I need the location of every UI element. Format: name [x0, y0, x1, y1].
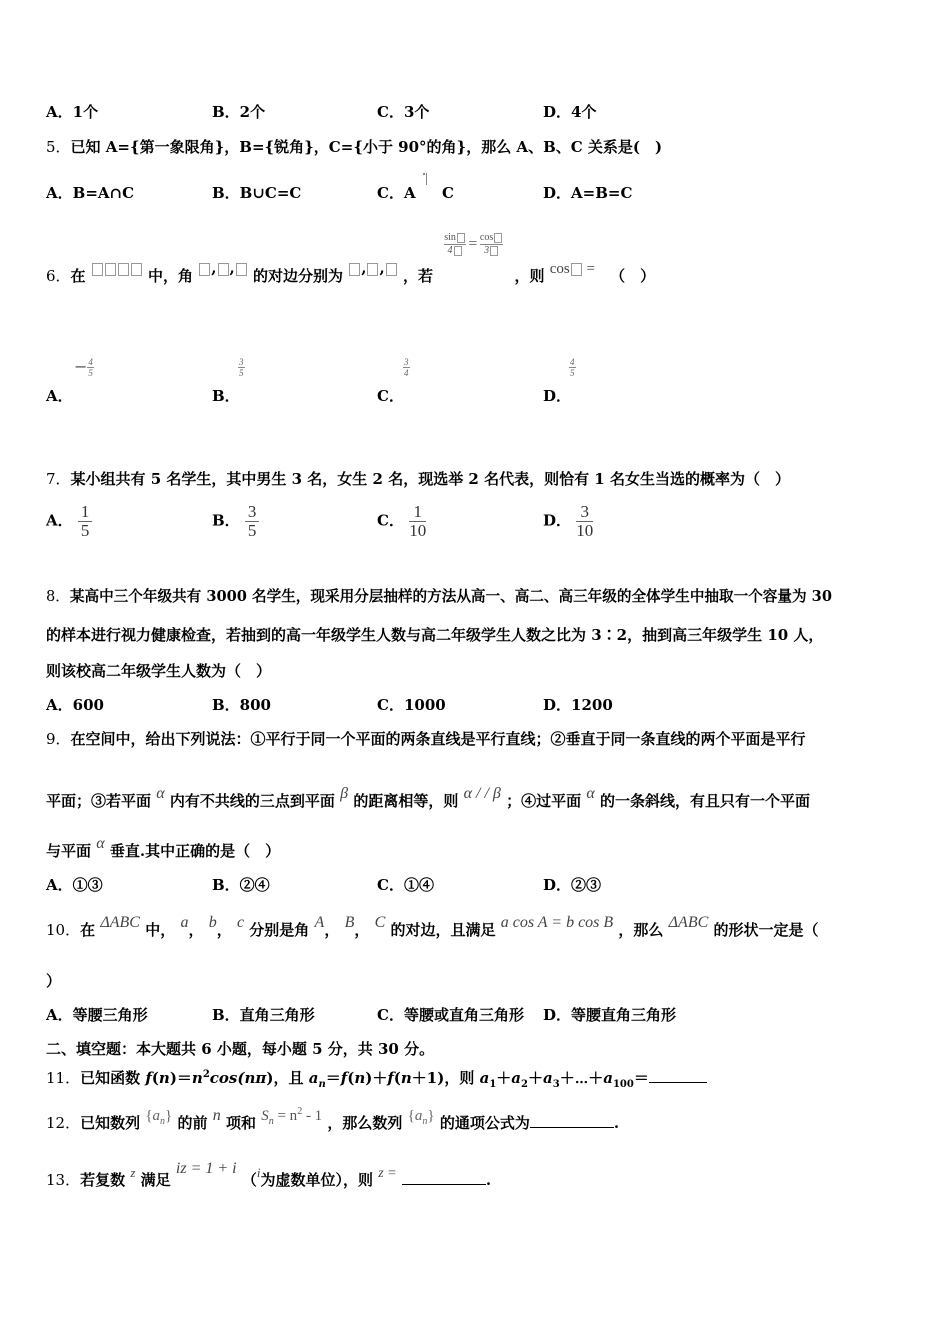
var-n: n: [354, 1069, 366, 1087]
var-i: i: [256, 1165, 261, 1180]
numerator: 4: [570, 356, 575, 367]
q4-option-a[interactable]: A．1个: [46, 103, 99, 121]
q4-option-c[interactable]: C．3个: [377, 103, 430, 121]
alpha-symbol: α: [156, 785, 165, 802]
option-formula: [74, 356, 94, 378]
q8-option-c[interactable]: C．1000: [377, 696, 446, 714]
period: .: [613, 1114, 620, 1132]
option-fraction: [78, 503, 93, 540]
q9-text: 的距离相等，则: [353, 792, 459, 810]
denominator: 10: [576, 521, 594, 540]
numerator: 3: [245, 503, 260, 522]
minus-sign: −: [74, 357, 88, 376]
q5-option-d[interactable]: D．A=B=C: [543, 184, 633, 202]
question-9-line-3: [46, 835, 281, 862]
q6-option-a[interactable]: [46, 356, 93, 405]
sum-formula: [261, 1106, 323, 1127]
equation: a cos A = b cos B: [500, 914, 614, 931]
question-9-line-2: [46, 785, 810, 812]
question-text: 某小组共有 5 名学生，其中男生 3 名，女生 2 名，现选举 2 名代表，则恰有 1 名女生当选的概率为（ ）: [70, 470, 790, 488]
q12-text: 已知数列: [80, 1114, 141, 1132]
q9-text: 的一条斜线，有且只有一个平面: [599, 792, 810, 810]
exponent: 2: [297, 1106, 303, 1117]
q11-text: ＋1)，则: [411, 1069, 475, 1087]
var-n: n: [400, 1069, 412, 1087]
q9-text: 垂直.其中正确的是（ ）: [109, 842, 281, 860]
q8-option-a[interactable]: A．600: [46, 696, 104, 714]
option-fraction: [576, 503, 593, 540]
subscript: 3: [552, 1079, 560, 1090]
equals: ＝: [633, 1069, 649, 1087]
option-label: C．: [377, 511, 404, 530]
question-6: [46, 232, 656, 291]
cos-text: cos: [479, 232, 494, 243]
numerator: 3: [404, 356, 409, 367]
q11-text: )＋: [365, 1069, 388, 1087]
var-c: c: [236, 914, 245, 931]
option-label: D．: [543, 387, 572, 405]
question-9-line-1: [46, 729, 806, 749]
four-text: 4: [447, 245, 453, 256]
equals-n: = n: [277, 1108, 298, 1124]
q9-option-b[interactable]: B．②④: [212, 876, 270, 894]
q10-text: 的形状一定是（: [713, 921, 819, 939]
sequence-an: $\{a_n\}$: [145, 1108, 173, 1127]
minus-one: - 1: [302, 1108, 323, 1124]
equation: iz = 1 + i: [175, 1160, 237, 1177]
option-formula: [403, 356, 410, 378]
angle-b: B: [344, 914, 355, 931]
cos-text: cos: [549, 261, 570, 277]
q5-option-a[interactable]: A．B=A∩C: [46, 184, 135, 202]
denominator: 10: [409, 521, 427, 540]
comma: ，: [216, 921, 232, 939]
denominator: 5: [88, 367, 93, 378]
numerator: 3: [576, 503, 593, 522]
q12-text: 的通项公式为: [439, 1114, 530, 1132]
subscript: n: [318, 1079, 326, 1090]
func-f: f: [145, 1069, 152, 1087]
var-n: n: [158, 1069, 170, 1087]
option-fraction: [245, 503, 260, 540]
q10-text: 分别是角: [249, 921, 310, 939]
q7-option-d[interactable]: [543, 503, 593, 540]
q10-option-a[interactable]: A．等腰三角形: [46, 1006, 148, 1024]
var-a: a: [308, 1069, 319, 1087]
answer-blank[interactable]: [649, 1082, 707, 1083]
q5-option-b[interactable]: B．B∪C=C: [212, 184, 302, 202]
q6-text-5: ，则: [514, 267, 545, 285]
question-8-line-3: 则该校高二年级学生人数为（ ）: [46, 662, 272, 680]
subscript: n: [160, 1116, 166, 1127]
angle-c: C: [374, 914, 386, 931]
sin-text: sin: [444, 232, 456, 243]
q11-text: )，且: [266, 1069, 304, 1087]
q10-text: 在: [80, 921, 96, 939]
denominator: 5: [570, 367, 575, 378]
paren: (: [151, 1069, 159, 1087]
q9-option-c[interactable]: C．①④: [377, 876, 434, 894]
option-formula: [569, 356, 576, 378]
q10-text: ，那么: [618, 921, 664, 939]
option-label: C．: [377, 387, 404, 405]
paren: (: [393, 1069, 401, 1087]
denominator: 5: [239, 367, 244, 378]
var-a: a: [180, 914, 189, 931]
comma: ，: [354, 921, 370, 939]
q13-text: （: [241, 1171, 257, 1189]
q6-option-c[interactable]: [377, 356, 409, 405]
q9-text: 内有不共线的三点到平面: [169, 792, 335, 810]
question-10-line-1: [46, 914, 819, 941]
question-number: 11．: [46, 1069, 81, 1087]
subscript: n: [422, 1116, 428, 1127]
q6-condition-formula: $\frac{\sin}{4}$ = $\frac{\cos}{3}$: [444, 232, 503, 257]
triangle-abc: ΔABC: [668, 914, 709, 931]
subscript: 2: [521, 1079, 528, 1090]
cos-expression: cos =: [549, 261, 595, 277]
q6-option-b[interactable]: [212, 356, 244, 405]
question-number: 10．: [46, 921, 81, 939]
denominator: 5: [80, 521, 90, 540]
question-number: 13．: [46, 1171, 81, 1189]
numerator: 4: [88, 356, 93, 367]
var-a: a: [152, 1108, 161, 1124]
question-11: [46, 1065, 707, 1095]
comma: ，: [188, 921, 204, 939]
subscript: n: [268, 1116, 274, 1127]
var-a: a: [479, 1069, 490, 1087]
numerator: 1: [78, 503, 93, 522]
z-equals: z =: [378, 1166, 397, 1181]
var-a: a: [414, 1108, 423, 1124]
q10-text: 中，: [145, 921, 176, 939]
option-label: B．: [212, 511, 240, 530]
question-13: [46, 1160, 492, 1192]
plus: ＋: [528, 1069, 544, 1087]
q10-option-b[interactable]: B．直角三角形: [212, 1006, 315, 1024]
missing-glyph-placeholder: [91, 259, 143, 277]
exponent: 2: [202, 1069, 210, 1080]
missing-glyph-placeholder: , ,: [348, 259, 397, 277]
comma: ，: [324, 921, 340, 939]
option-formula: [238, 356, 245, 378]
question-number: 12．: [46, 1114, 81, 1132]
q6-option-d[interactable]: [543, 356, 575, 405]
angle-a: A: [314, 914, 325, 931]
var-s: S: [261, 1108, 269, 1124]
denominator: 5: [247, 521, 257, 540]
numerator: 1: [409, 503, 426, 522]
q4-option-d[interactable]: D．4个: [543, 103, 597, 121]
q12-text: 项和: [225, 1114, 256, 1132]
q7-option-c[interactable]: [377, 503, 426, 540]
question-number: 5．: [46, 138, 71, 156]
question-number: 6．: [46, 267, 71, 285]
option-c-suffix: C: [442, 184, 454, 202]
section-heading: 二、填空题：本大题共 6 小题，每小题 5 分，共 30 分。: [46, 1040, 435, 1058]
question-8-line-2: 的样本进行视力健康检查，若抽到的高一年级学生人数与高二年级学生人数之比为 3∶2，抽到高三年级学生 10 人，: [46, 626, 824, 644]
q13-text: 为虚数单位），则: [260, 1171, 373, 1189]
subscript: 100: [612, 1079, 634, 1090]
answer-blank[interactable]: [402, 1184, 486, 1185]
q8-option-d[interactable]: D．1200: [543, 696, 613, 714]
alpha-symbol: α: [96, 835, 105, 852]
q10-option-d[interactable]: D．等腰直角三角形: [543, 1006, 677, 1024]
ellipsis-sum: ＋⋯＋: [559, 1069, 604, 1087]
alpha-symbol: α: [586, 785, 595, 802]
question-number: 8．: [46, 588, 70, 605]
beta-symbol: β: [340, 785, 349, 802]
func-f: f: [387, 1069, 394, 1087]
var-n: n: [244, 1069, 256, 1087]
q9-option-d[interactable]: D．②③: [543, 876, 602, 894]
q5-option-c[interactable]: [377, 183, 454, 205]
var-n: n: [212, 1107, 221, 1124]
question-10-close: ）: [46, 972, 62, 990]
denominator: 4: [404, 367, 409, 378]
q6-text-6: （ ）: [610, 267, 656, 285]
var-z: z: [130, 1165, 136, 1180]
q6-text-3: 的对边分别为: [252, 267, 343, 285]
option-c-prefix: C．A: [377, 184, 416, 202]
var-b: b: [208, 914, 217, 931]
question-text: 已知 A={第一象限角}，B={锐角}，C={小于 90°的角}，那么 A、B、C 关系是( ): [70, 138, 663, 156]
question-number: 9．: [46, 730, 71, 748]
cos-text: cos(: [209, 1069, 245, 1087]
sequence-an: $\{a_n\}$: [407, 1108, 435, 1127]
paren: (: [347, 1069, 355, 1087]
q10-option-c[interactable]: C．等腰或直角三角形: [377, 1006, 524, 1024]
option-fraction: [409, 503, 426, 540]
q12-text: 的前: [177, 1114, 208, 1132]
triangle-abc: ΔABC: [100, 914, 140, 931]
var-a: a: [511, 1069, 522, 1087]
question-12: [46, 1106, 620, 1140]
option-label: B．: [212, 387, 240, 405]
var-a: a: [543, 1069, 553, 1087]
question-text: 某高中三个年级共有 3000 名学生，现采用分层抽样的方法从高一、高二、高三年级的全体学生中抽取一个容量为 30: [69, 588, 832, 605]
q7-option-a[interactable]: [46, 503, 92, 540]
plus: ＋: [496, 1069, 512, 1087]
equals: ＝: [325, 1069, 341, 1087]
var-n: n: [191, 1069, 203, 1087]
numerator: 3: [239, 356, 244, 367]
parallel-relation: α / / β: [463, 785, 501, 802]
option-label: A．: [46, 387, 73, 405]
q13-text: 若复数: [80, 1171, 126, 1189]
missing-glyph-placeholder: , ,: [198, 259, 247, 277]
subscript: 1: [489, 1079, 497, 1090]
question-7: [46, 469, 790, 489]
q6-text-4: ，若: [402, 267, 433, 285]
var-a: a: [603, 1069, 613, 1087]
option-label: D．: [543, 511, 572, 530]
question-text: 在空间中，给出下列说法：①平行于同一个平面的两条直线是平行直线；②垂直于同一条直线的两个平面是平行: [70, 730, 806, 748]
subset-symbol-image: [421, 171, 437, 193]
q9-text: 平面；③若平面: [46, 792, 152, 810]
q13-text: 满足: [140, 1171, 171, 1189]
q9-text: ；④过平面: [506, 792, 582, 810]
question-5: [46, 137, 662, 157]
three-text: 3: [484, 245, 490, 256]
q6-text-2: 中，角: [148, 267, 194, 285]
option-label: A．: [46, 511, 73, 530]
period: .: [485, 1171, 492, 1189]
question-8-line-1: [46, 587, 832, 607]
q7-option-b[interactable]: [212, 503, 259, 540]
pi-symbol: π: [255, 1069, 267, 1087]
func-f: f: [340, 1069, 348, 1087]
q8-option-b[interactable]: B．800: [212, 696, 271, 714]
q11-text: )＝: [169, 1069, 192, 1087]
answer-blank[interactable]: [530, 1127, 614, 1128]
q6-text-1: 在: [70, 267, 86, 285]
question-number: 7．: [46, 470, 71, 488]
q11-text: 已知函数: [80, 1069, 141, 1087]
q12-text: ，那么数列: [327, 1114, 403, 1132]
q9-text: 与平面: [46, 842, 92, 860]
q4-option-b[interactable]: B．2个: [212, 103, 266, 121]
q9-option-a[interactable]: A．①③: [46, 876, 103, 894]
q10-text: 的对边，且满足: [390, 921, 496, 939]
